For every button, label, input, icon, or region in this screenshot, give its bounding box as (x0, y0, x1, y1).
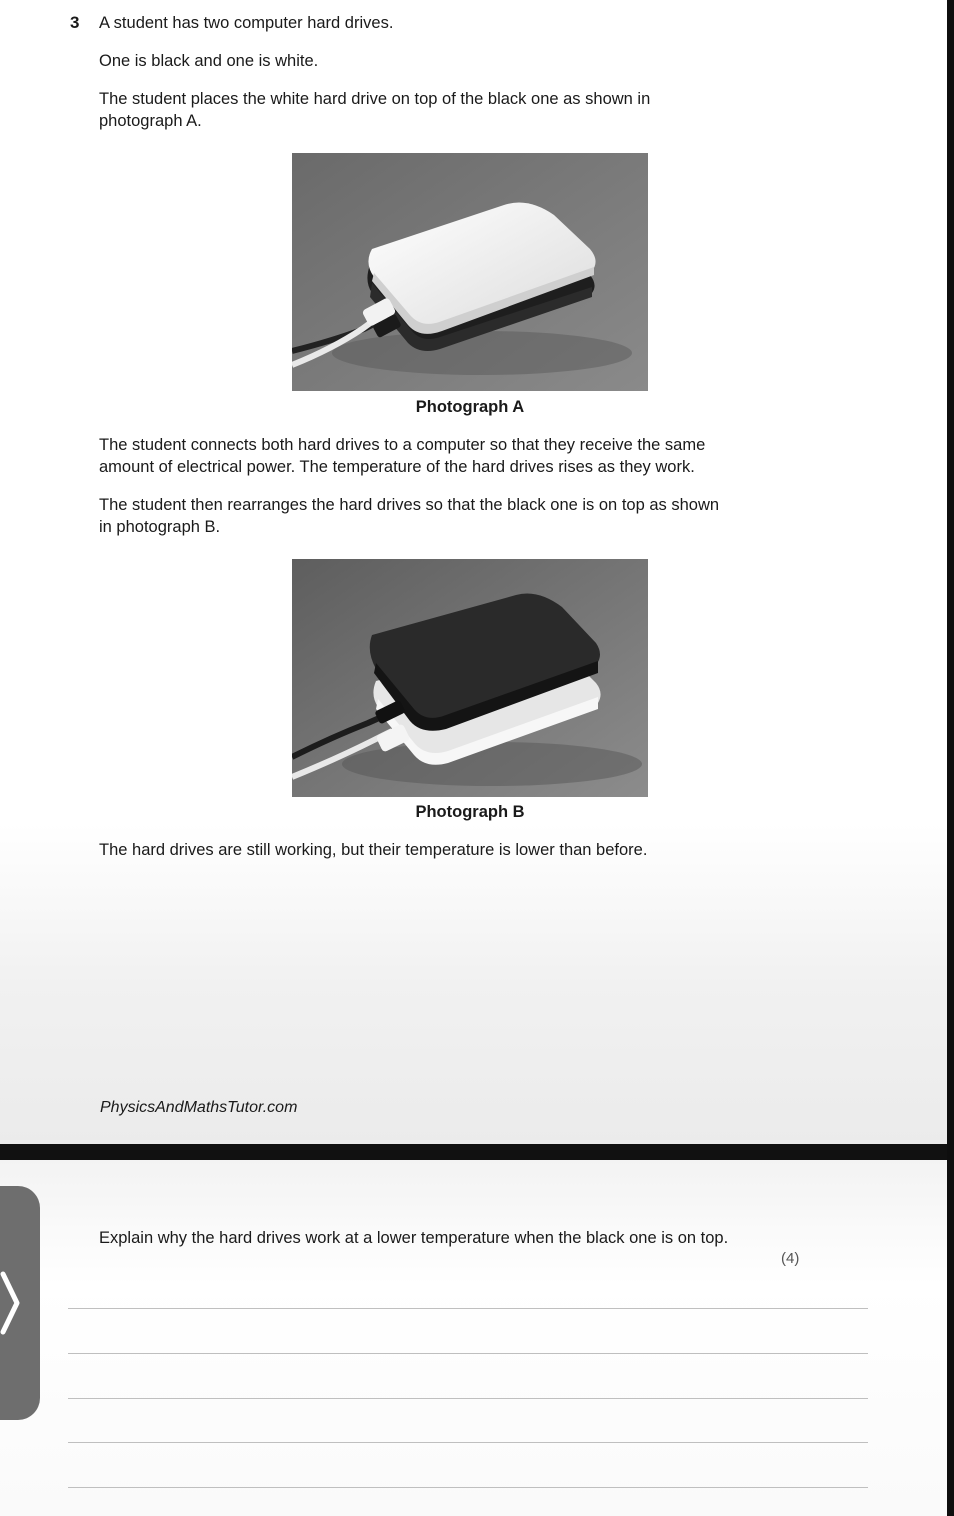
answer-line[interactable] (68, 1353, 868, 1354)
page-edge (947, 0, 954, 1516)
photograph-a-image (292, 153, 648, 391)
para-5-line-1: The student then rearranges the hard drives so that the black one is on top as shown (99, 496, 720, 514)
photograph-b-image (292, 559, 648, 797)
intro-line-2: One is black and one is white. (99, 52, 319, 70)
photograph-a (292, 153, 648, 391)
intro-line-1: A student has two computer hard drives. (99, 14, 394, 32)
para-6: The hard drives are still working, but their temperature is lower than before. (99, 841, 648, 859)
intro-line-3a: The student places the white hard drive on top of the black one as shown in (99, 90, 651, 108)
answer-line[interactable] (68, 1442, 868, 1443)
photograph-a-caption: Photograph A (415, 398, 525, 416)
photograph-b (292, 559, 648, 797)
marks-label: (4) (781, 1250, 800, 1267)
para-5-line-2: in photograph B. (99, 518, 221, 536)
answer-line[interactable] (68, 1308, 868, 1309)
intro-line-3b: photograph A. (99, 112, 202, 130)
exam-page-2 (0, 1160, 947, 1516)
chevron-right-icon[interactable] (0, 1270, 22, 1336)
answer-line[interactable] (68, 1398, 868, 1399)
footer-site: PhysicsAndMathsTutor.com (100, 1099, 298, 1116)
part-prompt: Explain why the hard drives work at a lower temperature when the black one is on top. (99, 1229, 729, 1247)
photograph-b-caption: Photograph B (415, 803, 525, 821)
question-number: 3 (70, 13, 80, 32)
para-4-line-2: amount of electrical power. The temperature of the hard drives rises as they work. (99, 458, 695, 476)
para-4-line-1: The student connects both hard drives to a computer so that they receive the same (99, 436, 706, 454)
answer-line[interactable] (68, 1487, 868, 1488)
